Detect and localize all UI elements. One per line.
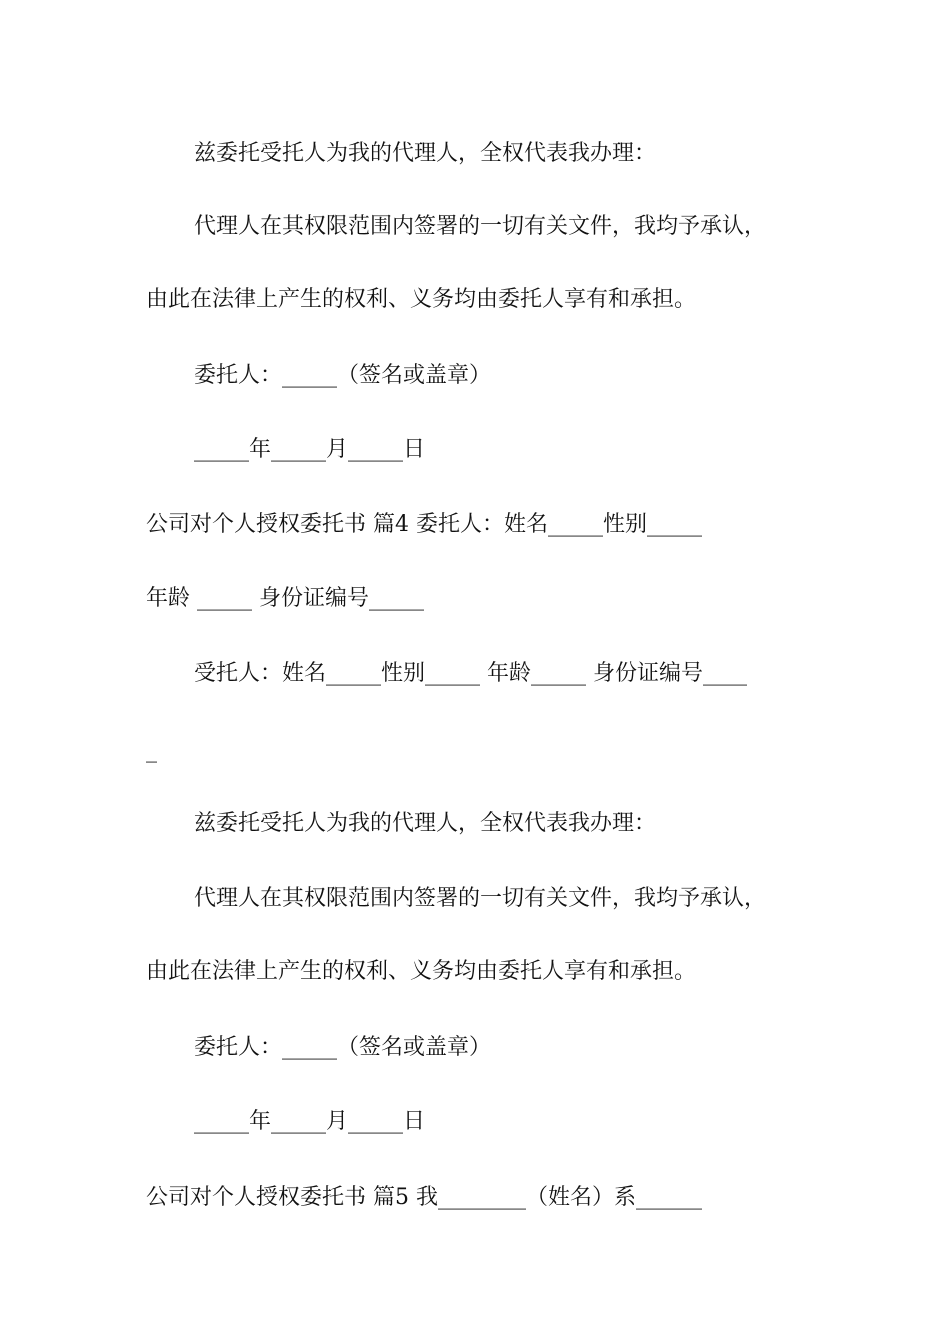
agent-info-continuation: _ — [146, 738, 157, 763]
principal-signature-line: 委托人：_____（签名或盖章） — [194, 363, 492, 388]
date-line: _____年_____月_____日 — [194, 437, 426, 462]
liability-clause-2: 由此在法律上产生的权利、义务均由委托人享有和承担。 — [146, 959, 697, 984]
section-4-heading-principal-info: 公司对个人授权委托书 篇4 委托人：姓名_____性别_____ — [146, 512, 702, 537]
agent-signing-clause-2: 代理人在其权限范围内签署的一切有关文件，我均予承认， — [194, 886, 767, 911]
principal-age-id-line: 年龄 _____ 身份证编号_____ — [146, 586, 424, 611]
principal-signature-line-2: 委托人：_____（签名或盖章） — [194, 1035, 492, 1060]
delegation-clause: 兹委托受托人为我的代理人，全权代表我办理： — [194, 141, 657, 166]
agent-signing-clause: 代理人在其权限范围内签署的一切有关文件，我均予承认， — [194, 214, 767, 239]
section-5-heading: 公司对个人授权委托书 篇5 我________（姓名）系______ — [146, 1185, 702, 1210]
liability-clause: 由此在法律上产生的权利、义务均由委托人享有和承担。 — [146, 287, 697, 312]
date-line-2: _____年_____月_____日 — [194, 1109, 426, 1134]
agent-info-line: 受托人：姓名_____性别_____ 年龄_____ 身份证编号____ — [194, 661, 747, 686]
delegation-clause-2: 兹委托受托人为我的代理人，全权代表我办理： — [194, 811, 657, 836]
